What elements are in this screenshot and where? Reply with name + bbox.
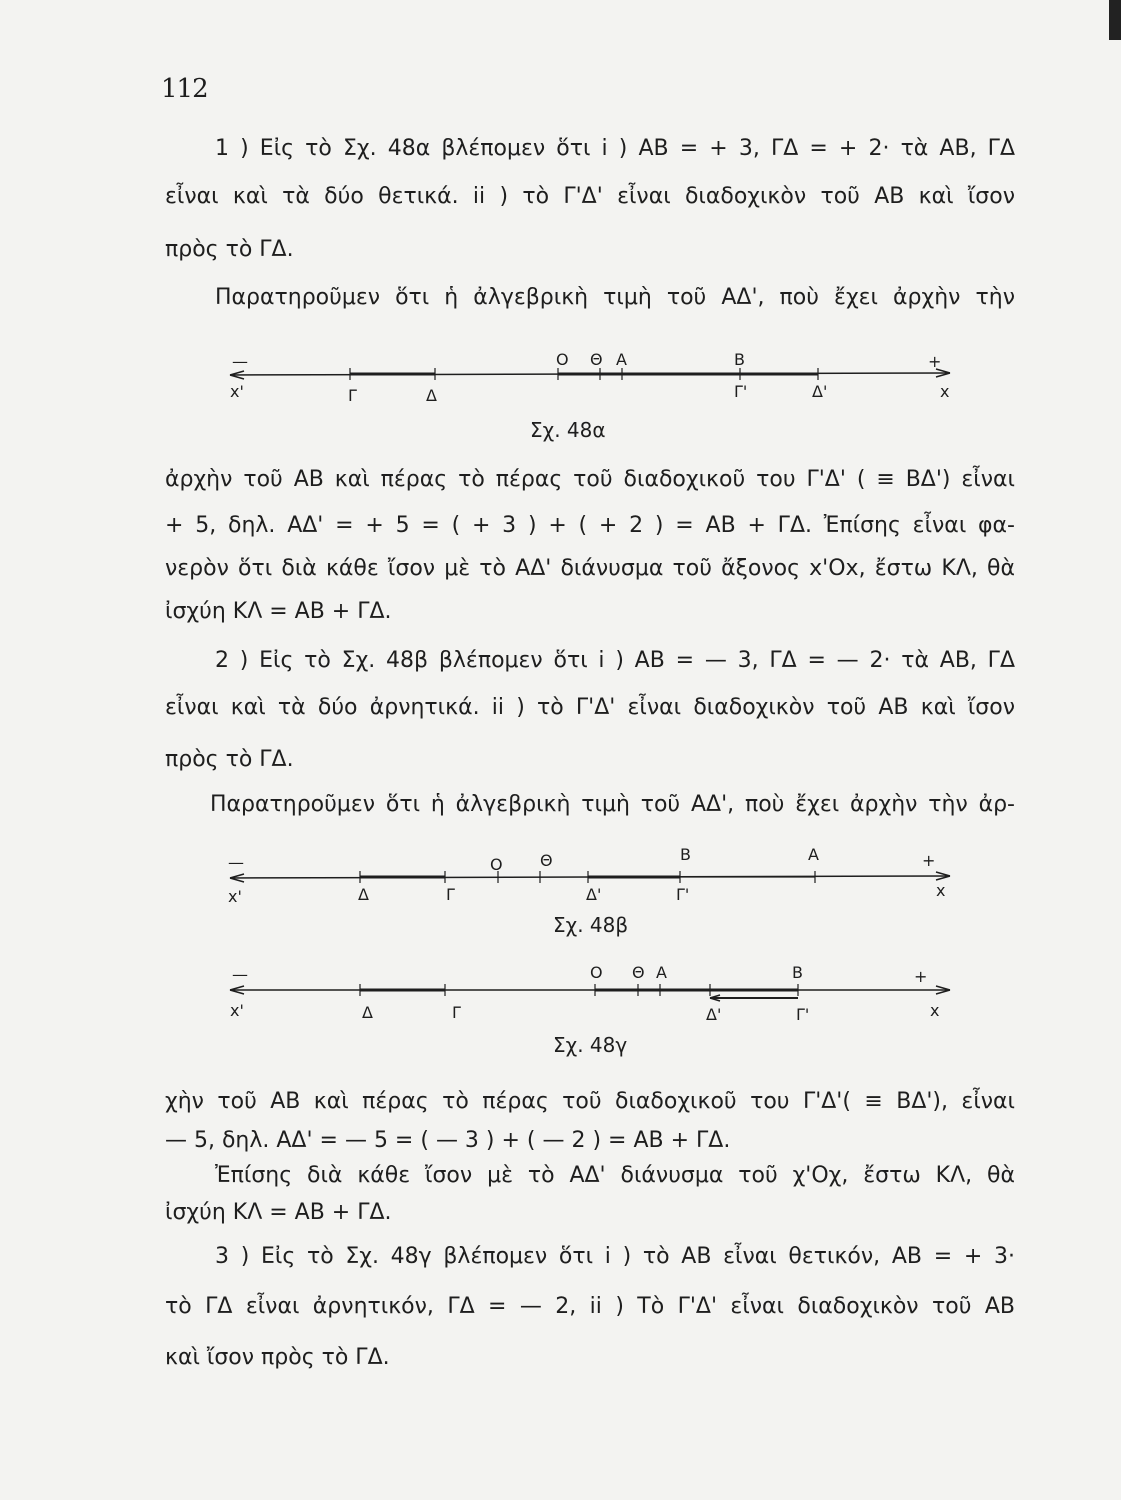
point-label: Δ' — [812, 382, 828, 401]
point-label: Δ' — [586, 885, 602, 904]
text-line: τὸ ΓΔ εἶναι ἀρνητικόν, ΓΔ = — 2, ii ) Τὸ Γ'Δ' εἶναι διαδοχικὸν τοῦ AB — [165, 1294, 1015, 1319]
sign-minus: — — [232, 965, 248, 984]
text-line: ἰσχύη KΛ = AB + ΓΔ. — [165, 1200, 392, 1225]
point-label: A — [808, 845, 819, 864]
text-line: πρὸς τὸ ΓΔ. — [165, 747, 294, 772]
point-label: Δ — [362, 1003, 373, 1022]
text-line: + 5, δηλ. AΔ' = + 5 = ( + 3 ) + ( + 2 ) = AB + ΓΔ. Ἐπίσης εἶναι φα- — [165, 513, 1015, 538]
sign-plus: + — [922, 851, 936, 870]
point-label: O — [490, 855, 503, 874]
sign-plus: + — [914, 967, 928, 986]
point-label: x' — [228, 887, 242, 906]
point-label: A — [656, 963, 667, 982]
point-label: A — [616, 350, 627, 369]
point-label: x — [930, 1001, 940, 1020]
point-label: Δ — [426, 386, 437, 405]
text-line: Παρατηροῦμεν ὅτι ἡ ἀλγεβρικὴ τιμὴ τοῦ AΔ', ποὺ ἔχει ἀρχὴν τὴν ἀρ- — [210, 792, 1015, 817]
text-line: 3 ) Εἰς τὸ Σχ. 48γ βλέπομεν ὅτι i ) τὸ AB εἶναι θετικόν, AB = + 3· — [215, 1244, 1015, 1269]
point-label: Γ — [446, 885, 455, 904]
point-label: O — [556, 350, 569, 369]
text-line: ἰσχύη KΛ = AB + ΓΔ. — [165, 599, 392, 624]
point-label: Δ — [358, 885, 369, 904]
point-label: Γ — [452, 1003, 461, 1022]
point-label: B — [680, 845, 691, 864]
text-line: νερὸν ὅτι διὰ κάθε ἴσον μὲ τὸ AΔ' διάνυσμα τοῦ ἄξονος x'Ox, ἔστω KΛ, θὰ — [165, 556, 1015, 581]
point-label: Θ — [590, 350, 603, 369]
sign-plus: + — [928, 352, 942, 371]
point-label: Δ' — [706, 1005, 722, 1024]
figure-48c — [220, 958, 960, 1024]
point-label: Θ — [632, 963, 645, 982]
point-label: Γ' — [734, 382, 748, 401]
point-label: Γ' — [676, 885, 690, 904]
text-line: Παρατηροῦμεν ὅτι ἡ ἀλγεβρικὴ τιμὴ τοῦ AΔ', ποὺ ἔχει ἀρχὴν τὴν — [215, 285, 1015, 310]
text-line: πρὸς τὸ ΓΔ. — [165, 237, 294, 262]
figure-caption: Σχ. 48α — [530, 418, 606, 442]
text-line: χὴν τοῦ AB καὶ πέρας τὸ πέρας τοῦ διαδοχικοῦ του Γ'Δ'( ≡ BΔ'), εἶναι — [165, 1089, 1015, 1114]
figure-48a — [220, 345, 960, 405]
text-line: 2 ) Εἰς τὸ Σχ. 48β βλέπομεν ὅτι i ) AB = — 3, ΓΔ = — 2· τὰ AB, ΓΔ — [215, 648, 1015, 673]
point-label: B — [792, 963, 803, 982]
figure-caption: Σχ. 48β — [553, 913, 629, 937]
text-line: 1 ) Εἰς τὸ Σχ. 48α βλέπομεν ὅτι i ) AB = + 3, ΓΔ = + 2· τὰ AB, ΓΔ — [215, 136, 1015, 161]
text-line: εἶναι καὶ τὰ δύο θετικά. ii ) τὸ Γ'Δ' εἶναι διαδοχικὸν τοῦ AB καὶ ἴσον — [165, 184, 1015, 209]
text-line: καὶ ἴσον πρὸς τὸ ΓΔ. — [165, 1345, 390, 1370]
point-label: B — [734, 350, 745, 369]
text-line: ἀρχὴν τοῦ AB καὶ πέρας τὸ πέρας τοῦ διαδοχικοῦ του Γ'Δ' ( ≡ BΔ') εἶναι — [165, 467, 1015, 492]
point-label: O — [590, 963, 603, 982]
point-label: x' — [230, 1001, 244, 1020]
page-edge-shadow — [1109, 0, 1121, 40]
point-label: x — [940, 382, 950, 401]
point-label: Γ — [348, 386, 357, 405]
point-label: Γ' — [796, 1005, 810, 1024]
sign-minus: — — [228, 853, 244, 872]
page-number: 112 — [161, 74, 208, 104]
figure-caption: Σχ. 48γ — [553, 1033, 628, 1057]
text-line: Ἐπίσης διὰ κάθε ἴσον μὲ τὸ AΔ' διάνυσμα τοῦ χ'Οχ, ἔστω KΛ, θὰ — [215, 1163, 1015, 1188]
point-label: x — [936, 881, 946, 900]
point-label: Θ — [540, 851, 553, 870]
point-label: x' — [230, 382, 244, 401]
figure-48b — [220, 842, 960, 908]
sign-minus: — — [232, 352, 248, 371]
text-line: — 5, δηλ. AΔ' = — 5 = ( — 3 ) + ( — 2 ) = AB + ΓΔ. — [165, 1128, 731, 1153]
text-line: εἶναι καὶ τὰ δύο ἀρνητικά. ii ) τὸ Γ'Δ' εἶναι διαδοχικὸν τοῦ AB καὶ ἴσον — [165, 695, 1015, 720]
